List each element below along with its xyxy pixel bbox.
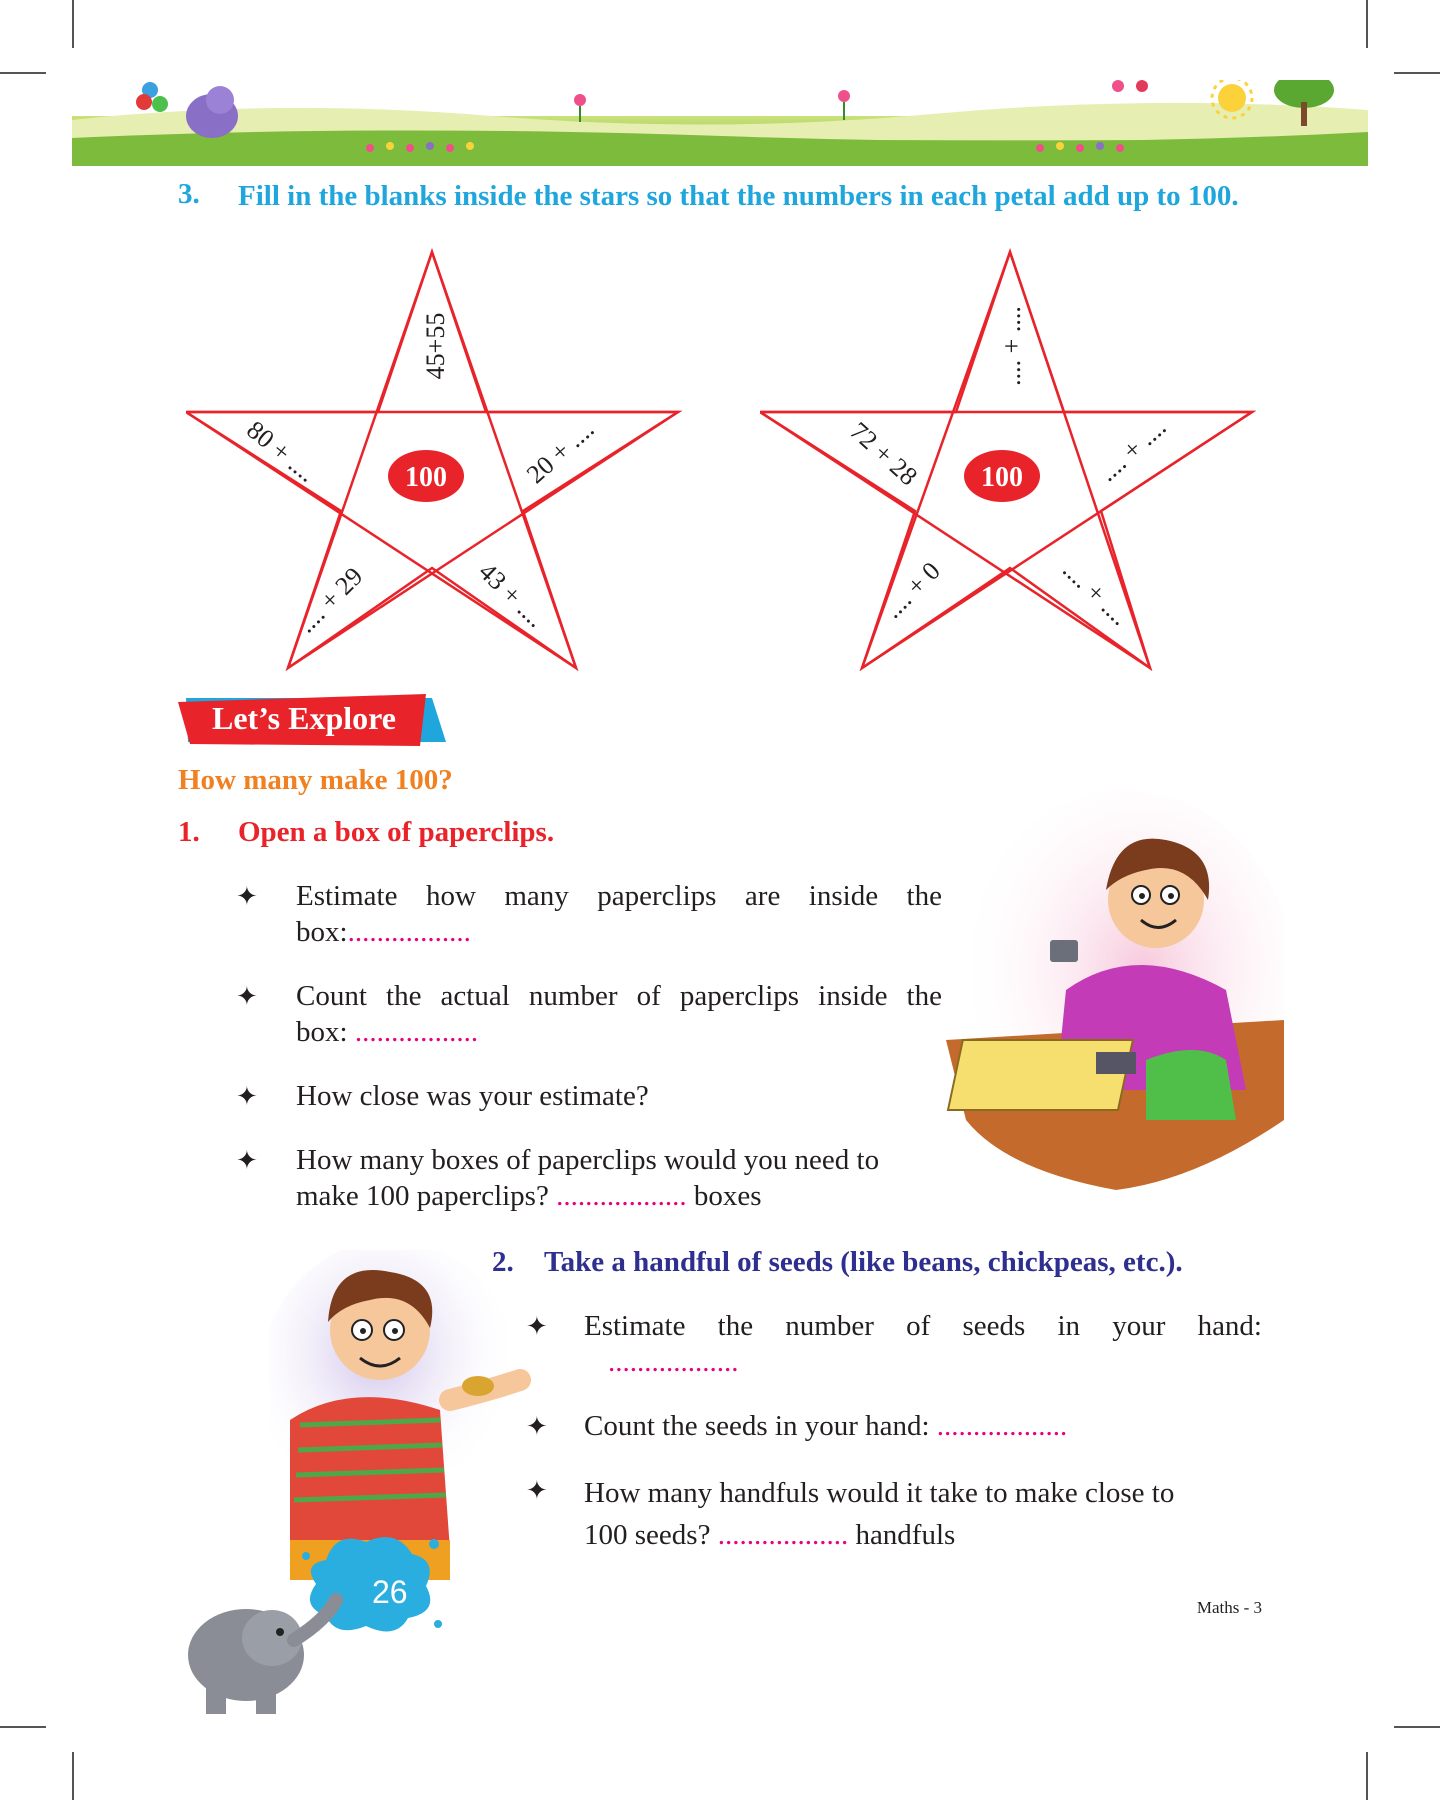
answer-blank[interactable]: ................. <box>354 1016 479 1048</box>
petal-upper-left: 72 + 28 <box>844 416 923 492</box>
item-text-2: 100 seeds? <box>584 1519 718 1551</box>
answer-blank[interactable]: .................. <box>608 1346 739 1378</box>
item-unit: handfuls <box>848 1519 956 1551</box>
question-text: Fill in the blanks inside the stars so that the numbers in each petal add up to 100. <box>238 180 1239 212</box>
petal-upper-left: 80 + .... <box>241 415 322 488</box>
elephant-page-number-illustration <box>176 1520 446 1720</box>
bullet-icon: ✦ <box>526 1412 548 1441</box>
bullet-icon: ✦ <box>526 1312 548 1341</box>
star-puzzle-right <box>760 246 1260 676</box>
flower-icon <box>838 90 850 120</box>
petal-lower-left: .... + 0 <box>878 556 946 624</box>
petal-top: 45+55 <box>421 312 450 380</box>
activity-1-number: 1. <box>178 816 200 848</box>
bullet-icon: ✦ <box>236 982 258 1011</box>
bullet-icon: ✦ <box>236 1146 258 1175</box>
bullet-icon: ✦ <box>526 1476 548 1505</box>
petal-upper-right: 20 + .... <box>521 414 600 490</box>
crop-mark <box>0 72 46 74</box>
crop-mark <box>72 0 74 48</box>
activity-1-item-2 <box>296 978 942 1050</box>
answer-blank[interactable]: .................. <box>717 1519 849 1551</box>
boy-with-paperclip-box-illustration <box>946 790 1284 1190</box>
star-puzzle-left <box>186 246 686 676</box>
balloons-icon <box>136 82 168 112</box>
item-text: How many handfuls would it take to make close to <box>584 1477 1175 1509</box>
crop-mark <box>1394 72 1440 74</box>
activity-2-item-3 <box>584 1472 1262 1556</box>
item-text-2: make 100 paperclips? <box>296 1180 557 1212</box>
crop-mark <box>1394 1726 1440 1728</box>
bullet-icon: ✦ <box>236 1082 258 1111</box>
flower-icon <box>1112 80 1148 92</box>
section-subheading: How many make 100? <box>178 764 453 796</box>
petal-upper-right: .... + .... <box>1093 412 1172 488</box>
item-text: Count the seeds in your hand: <box>584 1410 937 1442</box>
center-value: 100 <box>405 462 447 493</box>
book-label: Maths - 3 <box>1196 1598 1262 1617</box>
elephant-cartoon-icon <box>186 86 238 138</box>
crop-mark <box>1366 0 1368 48</box>
answer-blank[interactable]: .................. <box>556 1180 687 1212</box>
activity-1-item-1 <box>296 878 942 950</box>
crop-mark <box>0 1726 46 1728</box>
item-text: Estimate the number of seeds in your hand: <box>584 1310 1262 1342</box>
activity-1-item-3 <box>296 1078 942 1114</box>
petal-lower-right: 43 + .... <box>473 556 551 633</box>
bullet-icon: ✦ <box>236 882 258 911</box>
activity-2-item-2 <box>584 1408 1262 1444</box>
item-text: Count the actual number of paperclips inside the <box>296 980 942 1012</box>
page-number: 26 <box>372 1574 408 1610</box>
activity-1-item-4 <box>296 1142 956 1214</box>
item-text: Estimate how many paperclips are inside the <box>296 880 942 912</box>
activity-2-item-1 <box>584 1308 1262 1380</box>
crop-mark <box>1366 1752 1368 1800</box>
item-text-2: box: <box>296 1016 355 1048</box>
center-value: 100 <box>981 462 1023 493</box>
activity-2-title: Take a handful of seeds (like beans, chickpeas, etc.). <box>544 1246 1183 1278</box>
header-banner-illustration <box>72 80 1368 166</box>
crop-mark <box>72 1752 74 1800</box>
petal-lower-right: .... + .... <box>1057 554 1135 631</box>
item-text: How many boxes of paperclips would you need to <box>296 1144 880 1176</box>
activity-2-number: 2. <box>492 1246 514 1278</box>
activity-1-title: Open a box of paperclips. <box>238 816 555 848</box>
item-text: How close was your estimate? <box>296 1080 649 1112</box>
petal-top: .... + .... <box>997 306 1026 386</box>
question-number: 3. <box>178 178 200 210</box>
answer-blank[interactable]: .................. <box>936 1410 1068 1442</box>
answer-blank[interactable]: ................. <box>347 916 471 948</box>
lets-explore-label: Let’s Explore <box>212 700 396 736</box>
petal-lower-left: .... + 29 <box>291 561 369 639</box>
item-unit: boxes <box>686 1180 762 1212</box>
item-text-2: box: <box>296 916 348 948</box>
